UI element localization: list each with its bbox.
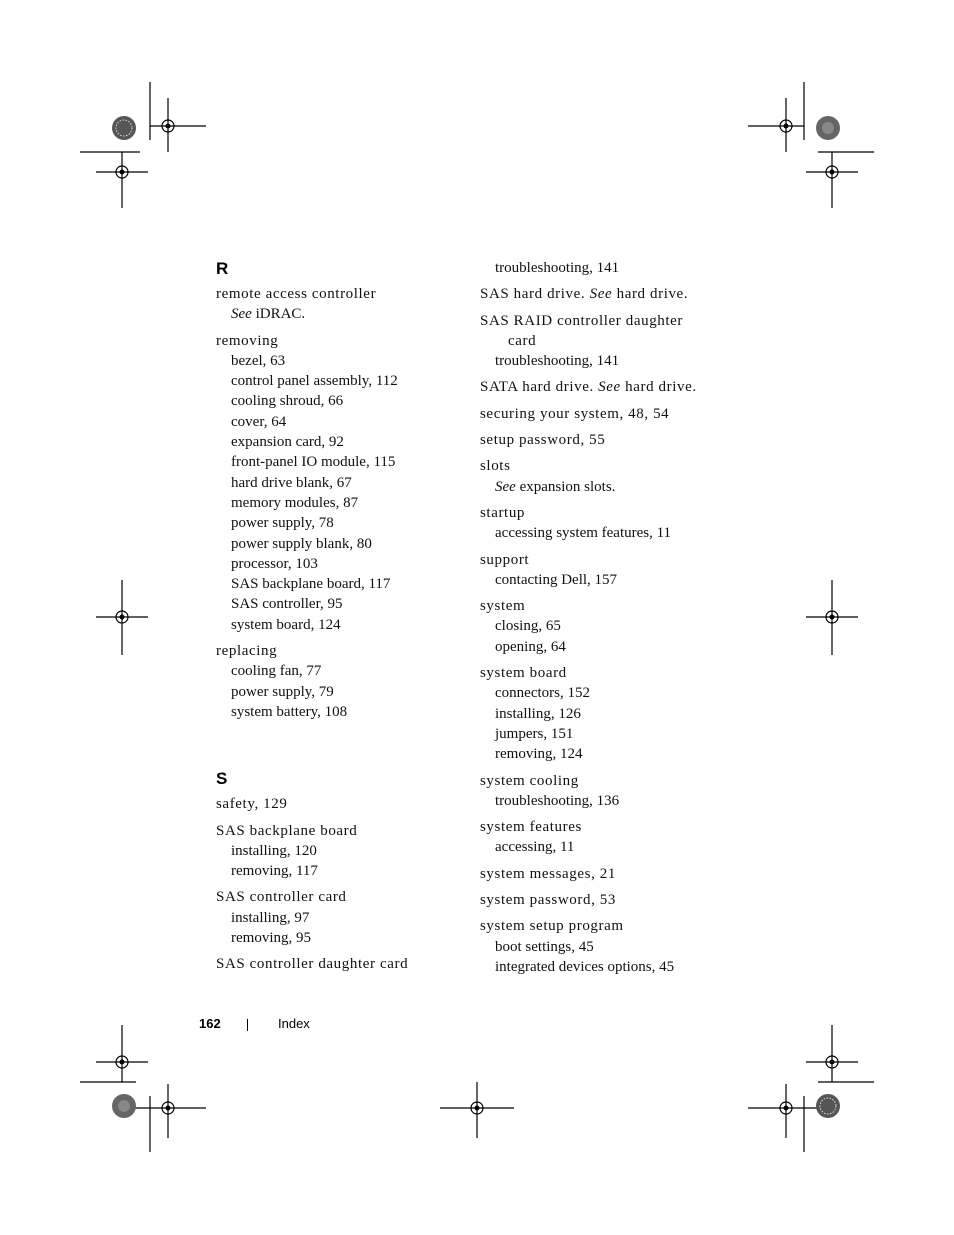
- index-subentry: cooling fan, 77: [231, 663, 322, 680]
- see-label: See: [589, 286, 613, 303]
- index-term: system messages, 21: [480, 865, 616, 882]
- index-term: [480, 377, 730, 397]
- index-subentry: closing, 65: [495, 618, 561, 635]
- index-entry: [216, 641, 456, 722]
- index-term: SAS controller card: [216, 889, 347, 906]
- index-term: system password, 53: [480, 892, 616, 909]
- index-subentry: connectors, 152: [495, 685, 590, 702]
- index-entry: [480, 890, 730, 910]
- index-entry: [480, 550, 730, 591]
- index-term: system board: [480, 665, 567, 682]
- index-subentry: hard drive blank, 67: [231, 474, 352, 491]
- index-column-left: [216, 258, 456, 981]
- index-term: system: [480, 598, 526, 615]
- see-target: expansion slots.: [519, 478, 616, 495]
- letter-heading-s: S: [216, 769, 228, 789]
- index-term: support: [480, 551, 530, 568]
- index-subentry: power supply blank, 80: [231, 535, 372, 552]
- index-subentry: boot settings, 45: [495, 938, 594, 955]
- index-entry: [480, 663, 730, 764]
- index-term-continuation: card: [508, 332, 537, 349]
- see-label: See: [231, 306, 252, 323]
- index-term: SAS backplane board: [216, 822, 358, 839]
- index-term: remote access controller: [216, 286, 377, 302]
- see-target: iDRAC.: [255, 306, 306, 323]
- index-subentry: control panel assembly, 112: [231, 373, 398, 390]
- index-subentry: removing, 95: [231, 930, 311, 947]
- cross-reference: [480, 477, 730, 497]
- index-term: system cooling: [480, 772, 579, 789]
- index-entry: [480, 864, 730, 884]
- index-subentry: system battery, 108: [231, 703, 348, 720]
- see-target: hard drive.: [616, 286, 689, 303]
- index-subentry: troubleshooting, 141: [495, 260, 620, 276]
- index-subentry: cooling shroud, 66: [231, 393, 344, 410]
- index-entry: [216, 284, 456, 325]
- index-subentry: power supply, 78: [231, 515, 334, 532]
- footer-divider: [247, 1019, 248, 1031]
- index-subentry: installing, 120: [231, 842, 317, 859]
- section-name: Index: [278, 1016, 310, 1031]
- index-entry: [216, 954, 456, 974]
- index-subentry: front-panel IO module, 115: [231, 454, 396, 471]
- index-term: system features: [480, 819, 582, 836]
- index-subentry: jumpers, 151: [495, 725, 574, 742]
- index-entry: [480, 771, 730, 812]
- index-entry: [216, 331, 456, 635]
- term-text: SATA hard drive.: [480, 379, 594, 396]
- index-subentry: contacting Dell, 157: [495, 571, 618, 588]
- index-entry-continued: [480, 258, 730, 278]
- index-subentry: installing, 97: [231, 909, 310, 926]
- term-text: SAS hard drive.: [480, 286, 586, 303]
- index-entry: [480, 377, 730, 397]
- index-entry: [480, 817, 730, 858]
- index-entry: [480, 311, 730, 372]
- index-entry: [216, 794, 456, 814]
- letter-heading-r: R: [216, 259, 229, 278]
- index-subentry: troubleshooting, 141: [495, 353, 620, 370]
- index-entry: [480, 503, 730, 544]
- index-term: SAS controller daughter card: [216, 956, 409, 973]
- index-term: SAS RAID controller daughter: [480, 312, 684, 329]
- see-target: hard drive.: [625, 379, 697, 396]
- index-term: removing: [216, 332, 279, 349]
- index-subentry: troubleshooting, 136: [495, 792, 620, 809]
- index-subentry: opening, 64: [495, 638, 566, 655]
- index-term: safety, 129: [216, 796, 288, 813]
- cross-reference: [216, 304, 456, 324]
- index-term: setup password, 55: [480, 432, 606, 449]
- index-subentry: processor, 103: [231, 555, 318, 572]
- see-label: See: [495, 478, 516, 495]
- index-entry: [480, 430, 730, 450]
- index-term: securing your system, 48, 54: [480, 405, 670, 422]
- index-subentry: bezel, 63: [231, 352, 286, 369]
- index-entry: [480, 404, 730, 424]
- index-term: [480, 284, 730, 304]
- index-subentry: power supply, 79: [231, 683, 334, 700]
- see-label: See: [598, 379, 621, 396]
- index-term: replacing: [216, 643, 278, 660]
- index-entry: [216, 887, 456, 948]
- index-term: system setup program: [480, 918, 624, 935]
- index-subentry: accessing, 11: [495, 839, 575, 856]
- index-subentry: accessing system features, 11: [495, 525, 672, 542]
- index-subentry: removing, 117: [231, 863, 318, 880]
- index-entry: [480, 456, 730, 497]
- index-term: startup: [480, 504, 526, 521]
- index-column-right: [480, 258, 730, 983]
- index-entry: [480, 596, 730, 657]
- index-subentry: installing, 126: [495, 705, 581, 722]
- index-subentry: SAS controller, 95: [231, 596, 343, 613]
- index-entry: [216, 821, 456, 882]
- index-subentry: expansion card, 92: [231, 434, 344, 451]
- index-entry: [480, 284, 730, 304]
- index-term: slots: [480, 458, 511, 475]
- index-subentry: system board, 124: [231, 616, 341, 633]
- index-entry: [480, 916, 730, 977]
- index-subentry: removing, 124: [495, 746, 583, 763]
- index-subentry: memory modules, 87: [231, 494, 359, 511]
- index-subentry: integrated devices options, 45: [495, 958, 675, 975]
- index-subentry: cover, 64: [231, 413, 287, 430]
- page-number: 162: [199, 1016, 221, 1031]
- index-subentry: SAS backplane board, 117: [231, 576, 391, 593]
